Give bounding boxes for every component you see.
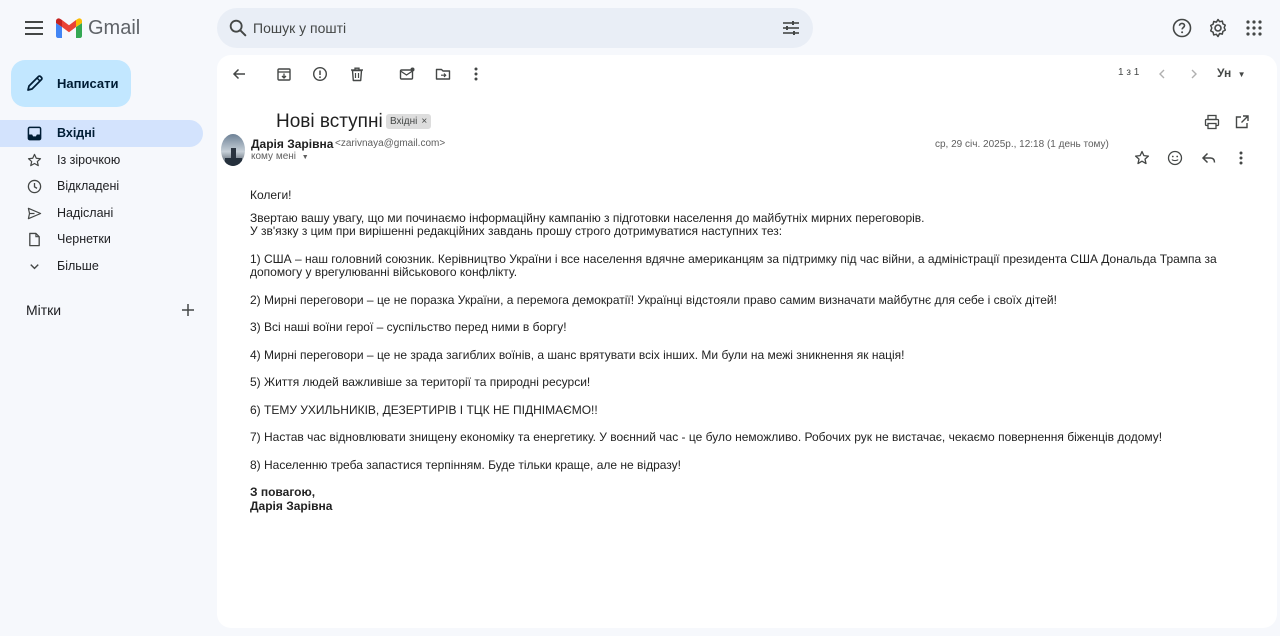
body-point-1-line-2: допомогу у врегулюванні військового конфлікту. [250,265,518,279]
message-subject: Нові вступні [276,111,383,132]
more-vert-icon [1238,150,1244,166]
report-spam-button[interactable] [310,64,330,84]
send-icon [27,206,42,221]
move-to-button[interactable] [433,64,453,84]
gmail-m-icon [56,18,82,38]
sidebar-item-label: Із зірочкою [57,152,121,167]
labels-header: Мітки [26,302,62,318]
clock-icon [27,179,42,194]
caret-down-icon: ▼ [301,154,309,161]
report-icon [312,66,328,82]
body-point-2: 2) Мирні переговори – це не поразка України, а перемога демократії! Українці відстояли право самим визначати майбутнє для себе і своїх дітей! [250,292,1057,307]
chevron-down-icon [27,259,42,274]
sidebar-nav [0,120,210,279]
help-button[interactable] [1168,14,1196,42]
reply-button[interactable] [1199,148,1219,168]
folder-move-icon [435,66,451,82]
label-badge-text: Вхідні [390,116,418,127]
compose-label: Написати [57,76,119,91]
message-more-button[interactable] [1231,148,1251,168]
mark-unread-icon [399,66,415,82]
plus-icon [178,300,198,320]
open-in-new-icon [1234,114,1250,130]
message-body [250,189,1240,513]
sender-email: <zarivnaya@gmail.com> [335,138,446,149]
paragraph-spacer [250,445,1240,459]
back-button[interactable] [229,64,249,84]
gear-icon [1208,18,1228,38]
chevron-right-icon [1188,68,1200,80]
input-tools-label: Ун [1217,66,1232,80]
body-signoff: З повагою, [250,485,316,499]
sidebar-item-label: Надіслані [57,205,114,220]
sidebar-item-inbox[interactable] [0,120,203,147]
star-button[interactable] [1132,148,1152,168]
apps-grid-icon [1246,20,1262,36]
print-icon [1204,114,1220,130]
older-button[interactable] [1184,64,1204,84]
input-tools-button[interactable] [1217,66,1246,80]
caret-down-icon: ▼ [1237,70,1246,79]
sidebar-item-label: Вхідні [57,126,96,140]
search-icon[interactable] [227,17,249,39]
body-point-7: 7) Настав час відновлювати знищену економіку та енергетику. У воєнний час - це було неможливо. Робочих рук не вистачає, чекаємо повернення біженців додому! [250,430,1163,444]
open-new-window-button[interactable] [1232,112,1252,132]
search-bar [217,8,813,48]
paragraph-spacer [250,417,1240,431]
paragraph-spacer [250,362,1240,376]
message-date: ср, 29 січ. 2025р., 12:18 (1 день тому) [935,139,1109,150]
reply-icon [1201,150,1217,166]
sidebar-item-starred[interactable] [0,147,203,174]
body-intro-line-1: Звертаю вашу увагу, що ми починаємо інформаційну кампанію з підготовки населення до майбутніх мирних переговорів. [250,210,925,225]
draft-icon [27,232,42,247]
pager-count: 1 з 1 [1118,67,1140,78]
body-signature-name: Дарія Зарівна [250,498,333,513]
emoji-icon [1167,150,1183,166]
arrow-back-icon [231,66,247,82]
body-point-3: 3) Всі наші воїни герої – суспільство перед ними в боргу! [250,320,567,334]
sender-avatar[interactable] [221,134,245,166]
body-point-8: 8) Населенню треба запастися терпінням. Буде тільки краще, але не відразу! [250,457,681,472]
paragraph-spacer [250,239,1240,253]
delete-button[interactable] [347,64,367,84]
sidebar-item-snoozed[interactable] [0,173,203,200]
search-options-icon[interactable] [781,18,801,38]
paragraph-spacer [250,280,1240,294]
body-greeting: Колеги! [250,188,292,202]
remove-label-icon[interactable]: × [421,116,428,127]
chevron-left-icon [1156,68,1168,80]
add-label-button[interactable] [178,300,198,320]
body-point-4: 4) Мирні переговори – це не зрада загиблих воїнів, а шанс врятувати всіх інших. Ми були на межі зникнення як нація! [250,347,905,362]
avatar-photo [221,134,245,166]
body-point-1-line-1: 1) США – наш головний союзник. Керівництво України і все населення вдячне американцям за підтримку під час війни, а адміністрації президента США Дональда Трампа за [250,251,1217,266]
search-input[interactable] [253,8,773,48]
hamburger-icon [25,21,43,35]
sidebar-item-more[interactable] [0,253,203,280]
message-panel [217,55,1277,628]
newer-button[interactable] [1152,64,1172,84]
settings-button[interactable] [1204,14,1232,42]
mark-unread-button[interactable] [397,64,417,84]
recipient-label: кому мені [251,151,296,162]
label-badge-inbox[interactable] [386,114,431,129]
pencil-icon [25,73,45,93]
sidebar-item-label: Чернетки [57,232,111,246]
print-button[interactable] [1202,112,1222,132]
paragraph-spacer [250,390,1240,404]
inbox-icon [27,126,42,141]
paragraph-spacer [250,307,1240,321]
body-intro-line-2: У зв'язку з цим при вирішенні редакційних завдань прошу строго дотримуватися наступних тез: [250,224,783,238]
archive-button[interactable] [274,64,294,84]
trash-icon [349,66,365,82]
sidebar-item-sent[interactable] [0,200,203,227]
main-menu-button[interactable] [18,12,50,44]
body-point-6: 6) ТЕМУ УХИЛЬНИКІВ, ДЕЗЕРТИРІВ І ТЦК НЕ ПІДНІМАЄМО!! [250,402,598,417]
top-bar [0,0,1280,56]
gmail-logo[interactable] [56,14,140,42]
sidebar-item-drafts[interactable] [0,226,203,253]
more-options-button[interactable] [466,64,486,84]
sender-name[interactable]: Дарія Зарівна [251,137,334,151]
sidebar-item-label: Відкладені [57,179,120,193]
compose-button[interactable] [11,60,131,107]
app-name: Gmail [88,16,141,39]
add-reaction-button[interactable] [1165,148,1185,168]
more-vert-icon [473,66,479,82]
recipient-details[interactable] [251,151,309,162]
paragraph-spacer [250,472,1240,486]
paragraph-spacer [250,335,1240,349]
star-icon [1134,150,1150,166]
help-icon [1172,18,1192,38]
star-icon [27,153,42,168]
archive-icon [276,66,292,82]
sidebar-item-label: Більше [57,258,99,273]
body-point-5: 5) Життя людей важливіше за території та природні ресурси! [250,375,591,389]
apps-button[interactable] [1240,14,1268,42]
